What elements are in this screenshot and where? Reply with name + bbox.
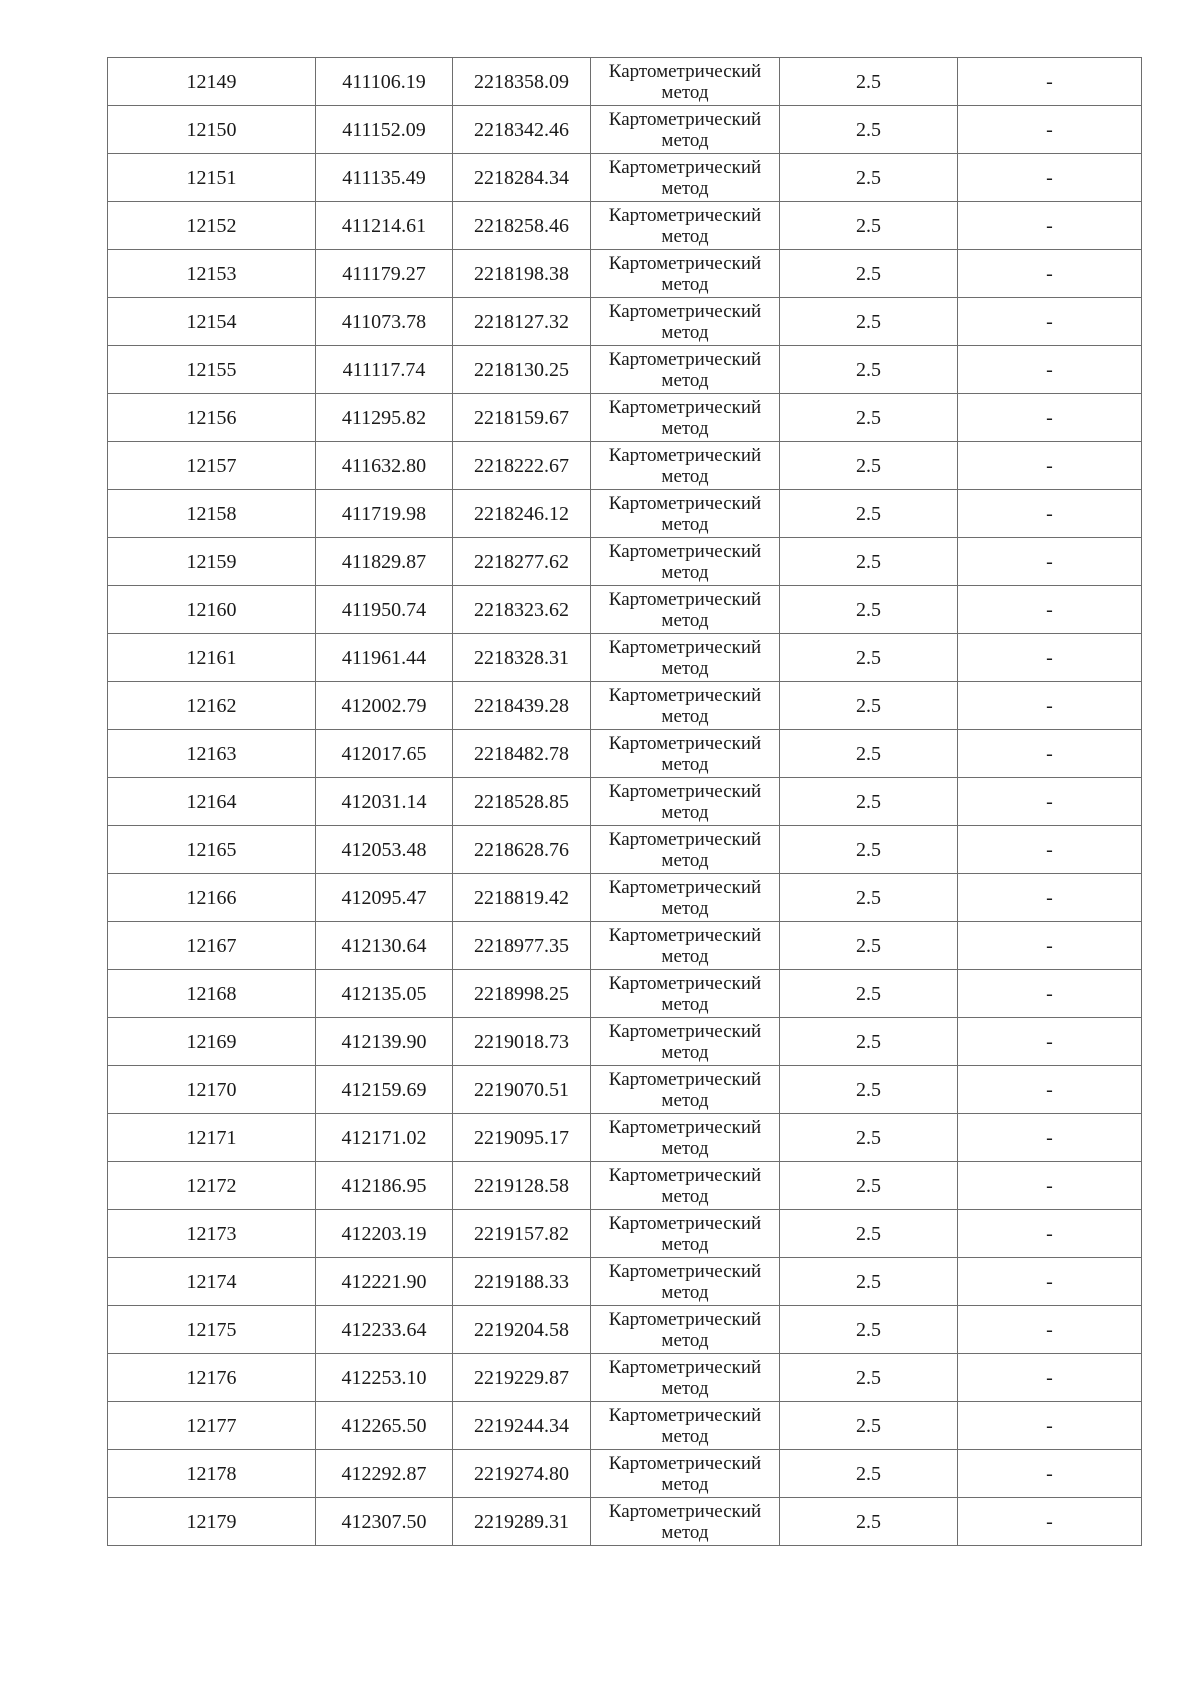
x-coordinate-cell: 412002.79 <box>316 682 453 730</box>
point-number-cell: 12149 <box>108 58 316 106</box>
y-coordinate-cell: 2219018.73 <box>453 1018 591 1066</box>
table-row <box>108 106 1142 154</box>
table-row <box>108 250 1142 298</box>
point-number-cell: 12167 <box>108 922 316 970</box>
method-line-2: метод <box>661 514 709 535</box>
method-line-1: Картометрический <box>608 1405 762 1426</box>
x-coordinate-cell: 412095.47 <box>316 874 453 922</box>
method-cell <box>591 922 780 970</box>
method-line-2: метод <box>661 274 709 295</box>
note-cell: - <box>958 1258 1142 1306</box>
method-line-2: метод <box>661 1522 709 1543</box>
method-line-2: метод <box>661 466 709 487</box>
point-number-cell: 12158 <box>108 490 316 538</box>
accuracy-cell: 2.5 <box>780 442 958 490</box>
note-cell: - <box>958 490 1142 538</box>
method-cell <box>591 1210 780 1258</box>
y-coordinate-cell: 2219204.58 <box>453 1306 591 1354</box>
method-line-1: Картометрический <box>608 781 762 802</box>
method-line-2: метод <box>661 130 709 151</box>
method-cell <box>591 442 780 490</box>
table-row <box>108 778 1142 826</box>
method-line-2: метод <box>661 226 709 247</box>
y-coordinate-cell: 2218358.09 <box>453 58 591 106</box>
method-cell <box>591 778 780 826</box>
method-line-1: Картометрический <box>608 109 762 130</box>
table-row <box>108 1114 1142 1162</box>
point-number-cell: 12178 <box>108 1450 316 1498</box>
point-number-cell: 12174 <box>108 1258 316 1306</box>
method-line-1: Картометрический <box>608 1069 762 1090</box>
accuracy-cell: 2.5 <box>780 202 958 250</box>
y-coordinate-cell: 2218159.67 <box>453 394 591 442</box>
x-coordinate-cell: 411179.27 <box>316 250 453 298</box>
note-cell: - <box>958 634 1142 682</box>
note-cell: - <box>958 106 1142 154</box>
accuracy-cell: 2.5 <box>780 634 958 682</box>
method-line-2: метод <box>661 802 709 823</box>
method-line-1: Картометрический <box>608 61 762 82</box>
method-cell <box>591 1258 780 1306</box>
point-number-cell: 12154 <box>108 298 316 346</box>
method-line-1: Картометрический <box>608 829 762 850</box>
method-cell <box>591 826 780 874</box>
method-line-2: метод <box>661 1378 709 1399</box>
method-line-1: Картометрический <box>608 397 762 418</box>
y-coordinate-cell: 2218342.46 <box>453 106 591 154</box>
method-line-1: Картометрический <box>608 1309 762 1330</box>
method-line-2: метод <box>661 658 709 679</box>
method-line-2: метод <box>661 706 709 727</box>
x-coordinate-cell: 411073.78 <box>316 298 453 346</box>
method-cell <box>591 490 780 538</box>
note-cell: - <box>958 1162 1142 1210</box>
method-line-2: метод <box>661 1090 709 1111</box>
accuracy-cell: 2.5 <box>780 970 958 1018</box>
note-cell: - <box>958 970 1142 1018</box>
point-number-cell: 12160 <box>108 586 316 634</box>
table-row <box>108 1258 1142 1306</box>
method-line-2: метод <box>661 1426 709 1447</box>
method-cell <box>591 1306 780 1354</box>
x-coordinate-cell: 411214.61 <box>316 202 453 250</box>
method-line-1: Картометрический <box>608 1501 762 1522</box>
note-cell: - <box>958 538 1142 586</box>
method-line-1: Картометрический <box>608 877 762 898</box>
note-cell: - <box>958 1450 1142 1498</box>
point-number-cell: 12159 <box>108 538 316 586</box>
y-coordinate-cell: 2219128.58 <box>453 1162 591 1210</box>
note-cell: - <box>958 298 1142 346</box>
method-line-1: Картометрический <box>608 1213 762 1234</box>
note-cell: - <box>958 1306 1142 1354</box>
table-row <box>108 634 1142 682</box>
y-coordinate-cell: 2219274.80 <box>453 1450 591 1498</box>
x-coordinate-cell: 412135.05 <box>316 970 453 1018</box>
method-line-2: метод <box>661 1186 709 1207</box>
accuracy-cell: 2.5 <box>780 1306 958 1354</box>
method-line-1: Картометрический <box>608 1357 762 1378</box>
table-row <box>108 1450 1142 1498</box>
method-line-2: метод <box>661 946 709 967</box>
method-cell <box>591 58 780 106</box>
x-coordinate-cell: 412186.95 <box>316 1162 453 1210</box>
accuracy-cell: 2.5 <box>780 730 958 778</box>
point-number-cell: 12169 <box>108 1018 316 1066</box>
x-coordinate-cell: 412203.19 <box>316 1210 453 1258</box>
coordinates-table <box>107 57 1142 1546</box>
table-row <box>108 826 1142 874</box>
table-row <box>108 1018 1142 1066</box>
method-cell <box>591 346 780 394</box>
x-coordinate-cell: 412130.64 <box>316 922 453 970</box>
x-coordinate-cell: 412307.50 <box>316 1498 453 1546</box>
accuracy-cell: 2.5 <box>780 922 958 970</box>
note-cell: - <box>958 394 1142 442</box>
table-row <box>108 730 1142 778</box>
point-number-cell: 12177 <box>108 1402 316 1450</box>
x-coordinate-cell: 411961.44 <box>316 634 453 682</box>
accuracy-cell: 2.5 <box>780 1066 958 1114</box>
method-line-2: метод <box>661 370 709 391</box>
method-cell <box>591 682 780 730</box>
note-cell: - <box>958 154 1142 202</box>
method-cell <box>591 1114 780 1162</box>
method-cell <box>591 298 780 346</box>
note-cell: - <box>958 1498 1142 1546</box>
table-row <box>108 970 1142 1018</box>
point-number-cell: 12165 <box>108 826 316 874</box>
table-row <box>108 538 1142 586</box>
x-coordinate-cell: 412159.69 <box>316 1066 453 1114</box>
accuracy-cell: 2.5 <box>780 298 958 346</box>
table-row <box>108 1162 1142 1210</box>
accuracy-cell: 2.5 <box>780 586 958 634</box>
method-line-1: Картометрический <box>608 1165 762 1186</box>
point-number-cell: 12151 <box>108 154 316 202</box>
table-row <box>108 1210 1142 1258</box>
method-line-1: Картометрический <box>608 1261 762 1282</box>
point-number-cell: 12153 <box>108 250 316 298</box>
table-row <box>108 58 1142 106</box>
y-coordinate-cell: 2218258.46 <box>453 202 591 250</box>
x-coordinate-cell: 411295.82 <box>316 394 453 442</box>
method-cell <box>591 970 780 1018</box>
table-row <box>108 874 1142 922</box>
method-cell <box>591 730 780 778</box>
point-number-cell: 12152 <box>108 202 316 250</box>
accuracy-cell: 2.5 <box>780 58 958 106</box>
note-cell: - <box>958 826 1142 874</box>
table-row <box>108 442 1142 490</box>
x-coordinate-cell: 411719.98 <box>316 490 453 538</box>
point-number-cell: 12162 <box>108 682 316 730</box>
method-line-1: Картометрический <box>608 685 762 706</box>
method-cell <box>591 1354 780 1402</box>
table-row <box>108 202 1142 250</box>
point-number-cell: 12164 <box>108 778 316 826</box>
method-cell <box>591 538 780 586</box>
method-line-2: метод <box>661 1042 709 1063</box>
y-coordinate-cell: 2218277.62 <box>453 538 591 586</box>
table-row <box>108 682 1142 730</box>
accuracy-cell: 2.5 <box>780 346 958 394</box>
point-number-cell: 12172 <box>108 1162 316 1210</box>
method-cell <box>591 1066 780 1114</box>
y-coordinate-cell: 2218998.25 <box>453 970 591 1018</box>
note-cell: - <box>958 442 1142 490</box>
y-coordinate-cell: 2218127.32 <box>453 298 591 346</box>
method-line-1: Картометрический <box>608 925 762 946</box>
method-cell <box>591 874 780 922</box>
note-cell: - <box>958 922 1142 970</box>
method-line-2: метод <box>661 754 709 775</box>
note-cell: - <box>958 730 1142 778</box>
method-line-1: Картометрический <box>608 253 762 274</box>
note-cell: - <box>958 1114 1142 1162</box>
accuracy-cell: 2.5 <box>780 106 958 154</box>
accuracy-cell: 2.5 <box>780 1354 958 1402</box>
note-cell: - <box>958 874 1142 922</box>
method-line-1: Картометрический <box>608 541 762 562</box>
table-row <box>108 490 1142 538</box>
accuracy-cell: 2.5 <box>780 826 958 874</box>
method-line-1: Картометрический <box>608 445 762 466</box>
table-row <box>108 1402 1142 1450</box>
y-coordinate-cell: 2218439.28 <box>453 682 591 730</box>
method-line-1: Картометрический <box>608 1021 762 1042</box>
method-cell <box>591 202 780 250</box>
x-coordinate-cell: 412139.90 <box>316 1018 453 1066</box>
point-number-cell: 12150 <box>108 106 316 154</box>
point-number-cell: 12161 <box>108 634 316 682</box>
point-number-cell: 12179 <box>108 1498 316 1546</box>
method-line-2: метод <box>661 562 709 583</box>
method-line-2: метод <box>661 418 709 439</box>
method-line-1: Картометрический <box>608 1117 762 1138</box>
method-line-1: Картометрический <box>608 733 762 754</box>
x-coordinate-cell: 412053.48 <box>316 826 453 874</box>
x-coordinate-cell: 411829.87 <box>316 538 453 586</box>
note-cell: - <box>958 250 1142 298</box>
method-line-1: Картометрический <box>608 205 762 226</box>
y-coordinate-cell: 2218628.76 <box>453 826 591 874</box>
accuracy-cell: 2.5 <box>780 154 958 202</box>
method-cell <box>591 586 780 634</box>
y-coordinate-cell: 2218130.25 <box>453 346 591 394</box>
method-line-2: метод <box>661 1282 709 1303</box>
x-coordinate-cell: 411950.74 <box>316 586 453 634</box>
x-coordinate-cell: 412031.14 <box>316 778 453 826</box>
point-number-cell: 12173 <box>108 1210 316 1258</box>
note-cell: - <box>958 1402 1142 1450</box>
note-cell: - <box>958 58 1142 106</box>
accuracy-cell: 2.5 <box>780 874 958 922</box>
point-number-cell: 12156 <box>108 394 316 442</box>
method-cell <box>591 1402 780 1450</box>
method-cell <box>591 154 780 202</box>
method-cell <box>591 1498 780 1546</box>
table-row <box>108 346 1142 394</box>
accuracy-cell: 2.5 <box>780 1498 958 1546</box>
y-coordinate-cell: 2218528.85 <box>453 778 591 826</box>
x-coordinate-cell: 412171.02 <box>316 1114 453 1162</box>
table-row <box>108 922 1142 970</box>
y-coordinate-cell: 2218198.38 <box>453 250 591 298</box>
accuracy-cell: 2.5 <box>780 538 958 586</box>
method-line-1: Картометрический <box>608 973 762 994</box>
accuracy-cell: 2.5 <box>780 682 958 730</box>
x-coordinate-cell: 412233.64 <box>316 1306 453 1354</box>
note-cell: - <box>958 1066 1142 1114</box>
method-line-1: Картометрический <box>608 1453 762 1474</box>
y-coordinate-cell: 2218284.34 <box>453 154 591 202</box>
method-line-1: Картометрический <box>608 637 762 658</box>
accuracy-cell: 2.5 <box>780 490 958 538</box>
y-coordinate-cell: 2218977.35 <box>453 922 591 970</box>
point-number-cell: 12166 <box>108 874 316 922</box>
accuracy-cell: 2.5 <box>780 1162 958 1210</box>
note-cell: - <box>958 586 1142 634</box>
y-coordinate-cell: 2219188.33 <box>453 1258 591 1306</box>
point-number-cell: 12163 <box>108 730 316 778</box>
accuracy-cell: 2.5 <box>780 1210 958 1258</box>
method-line-2: метод <box>661 82 709 103</box>
accuracy-cell: 2.5 <box>780 1258 958 1306</box>
note-cell: - <box>958 1018 1142 1066</box>
method-line-1: Картометрический <box>608 349 762 370</box>
point-number-cell: 12176 <box>108 1354 316 1402</box>
point-number-cell: 12170 <box>108 1066 316 1114</box>
y-coordinate-cell: 2218328.31 <box>453 634 591 682</box>
x-coordinate-cell: 411152.09 <box>316 106 453 154</box>
x-coordinate-cell: 412221.90 <box>316 1258 453 1306</box>
table-row <box>108 586 1142 634</box>
y-coordinate-cell: 2218246.12 <box>453 490 591 538</box>
method-cell <box>591 634 780 682</box>
x-coordinate-cell: 412292.87 <box>316 1450 453 1498</box>
accuracy-cell: 2.5 <box>780 1018 958 1066</box>
point-number-cell: 12168 <box>108 970 316 1018</box>
note-cell: - <box>958 682 1142 730</box>
method-line-2: метод <box>661 994 709 1015</box>
table-row <box>108 1306 1142 1354</box>
method-line-2: метод <box>661 1330 709 1351</box>
x-coordinate-cell: 412265.50 <box>316 1402 453 1450</box>
accuracy-cell: 2.5 <box>780 250 958 298</box>
note-cell: - <box>958 202 1142 250</box>
point-number-cell: 12155 <box>108 346 316 394</box>
y-coordinate-cell: 2219095.17 <box>453 1114 591 1162</box>
method-line-2: метод <box>661 322 709 343</box>
table-row <box>108 394 1142 442</box>
method-line-2: метод <box>661 898 709 919</box>
y-coordinate-cell: 2218323.62 <box>453 586 591 634</box>
x-coordinate-cell: 412017.65 <box>316 730 453 778</box>
y-coordinate-cell: 2218222.67 <box>453 442 591 490</box>
method-cell <box>591 106 780 154</box>
method-line-2: метод <box>661 1138 709 1159</box>
method-line-1: Картометрический <box>608 301 762 322</box>
method-cell <box>591 1450 780 1498</box>
y-coordinate-cell: 2219157.82 <box>453 1210 591 1258</box>
accuracy-cell: 2.5 <box>780 778 958 826</box>
y-coordinate-cell: 2218819.42 <box>453 874 591 922</box>
method-line-1: Картометрический <box>608 589 762 610</box>
table-row <box>108 1354 1142 1402</box>
table-row <box>108 1066 1142 1114</box>
x-coordinate-cell: 412253.10 <box>316 1354 453 1402</box>
note-cell: - <box>958 346 1142 394</box>
method-line-1: Картометрический <box>608 157 762 178</box>
coordinates-table-body <box>108 58 1142 1546</box>
accuracy-cell: 2.5 <box>780 394 958 442</box>
x-coordinate-cell: 411632.80 <box>316 442 453 490</box>
accuracy-cell: 2.5 <box>780 1402 958 1450</box>
note-cell: - <box>958 778 1142 826</box>
method-cell <box>591 1018 780 1066</box>
y-coordinate-cell: 2219070.51 <box>453 1066 591 1114</box>
table-row <box>108 1498 1142 1546</box>
method-line-2: метод <box>661 1234 709 1255</box>
method-line-2: метод <box>661 1474 709 1495</box>
table-row <box>108 298 1142 346</box>
method-line-2: метод <box>661 850 709 871</box>
table-row <box>108 154 1142 202</box>
x-coordinate-cell: 411135.49 <box>316 154 453 202</box>
point-number-cell: 12175 <box>108 1306 316 1354</box>
method-cell <box>591 250 780 298</box>
y-coordinate-cell: 2218482.78 <box>453 730 591 778</box>
y-coordinate-cell: 2219229.87 <box>453 1354 591 1402</box>
method-line-2: метод <box>661 178 709 199</box>
method-line-1: Картометрический <box>608 493 762 514</box>
point-number-cell: 12171 <box>108 1114 316 1162</box>
accuracy-cell: 2.5 <box>780 1114 958 1162</box>
method-cell <box>591 394 780 442</box>
point-number-cell: 12157 <box>108 442 316 490</box>
note-cell: - <box>958 1210 1142 1258</box>
method-cell <box>591 1162 780 1210</box>
y-coordinate-cell: 2219244.34 <box>453 1402 591 1450</box>
note-cell: - <box>958 1354 1142 1402</box>
accuracy-cell: 2.5 <box>780 1450 958 1498</box>
y-coordinate-cell: 2219289.31 <box>453 1498 591 1546</box>
x-coordinate-cell: 411106.19 <box>316 58 453 106</box>
method-line-2: метод <box>661 610 709 631</box>
x-coordinate-cell: 411117.74 <box>316 346 453 394</box>
